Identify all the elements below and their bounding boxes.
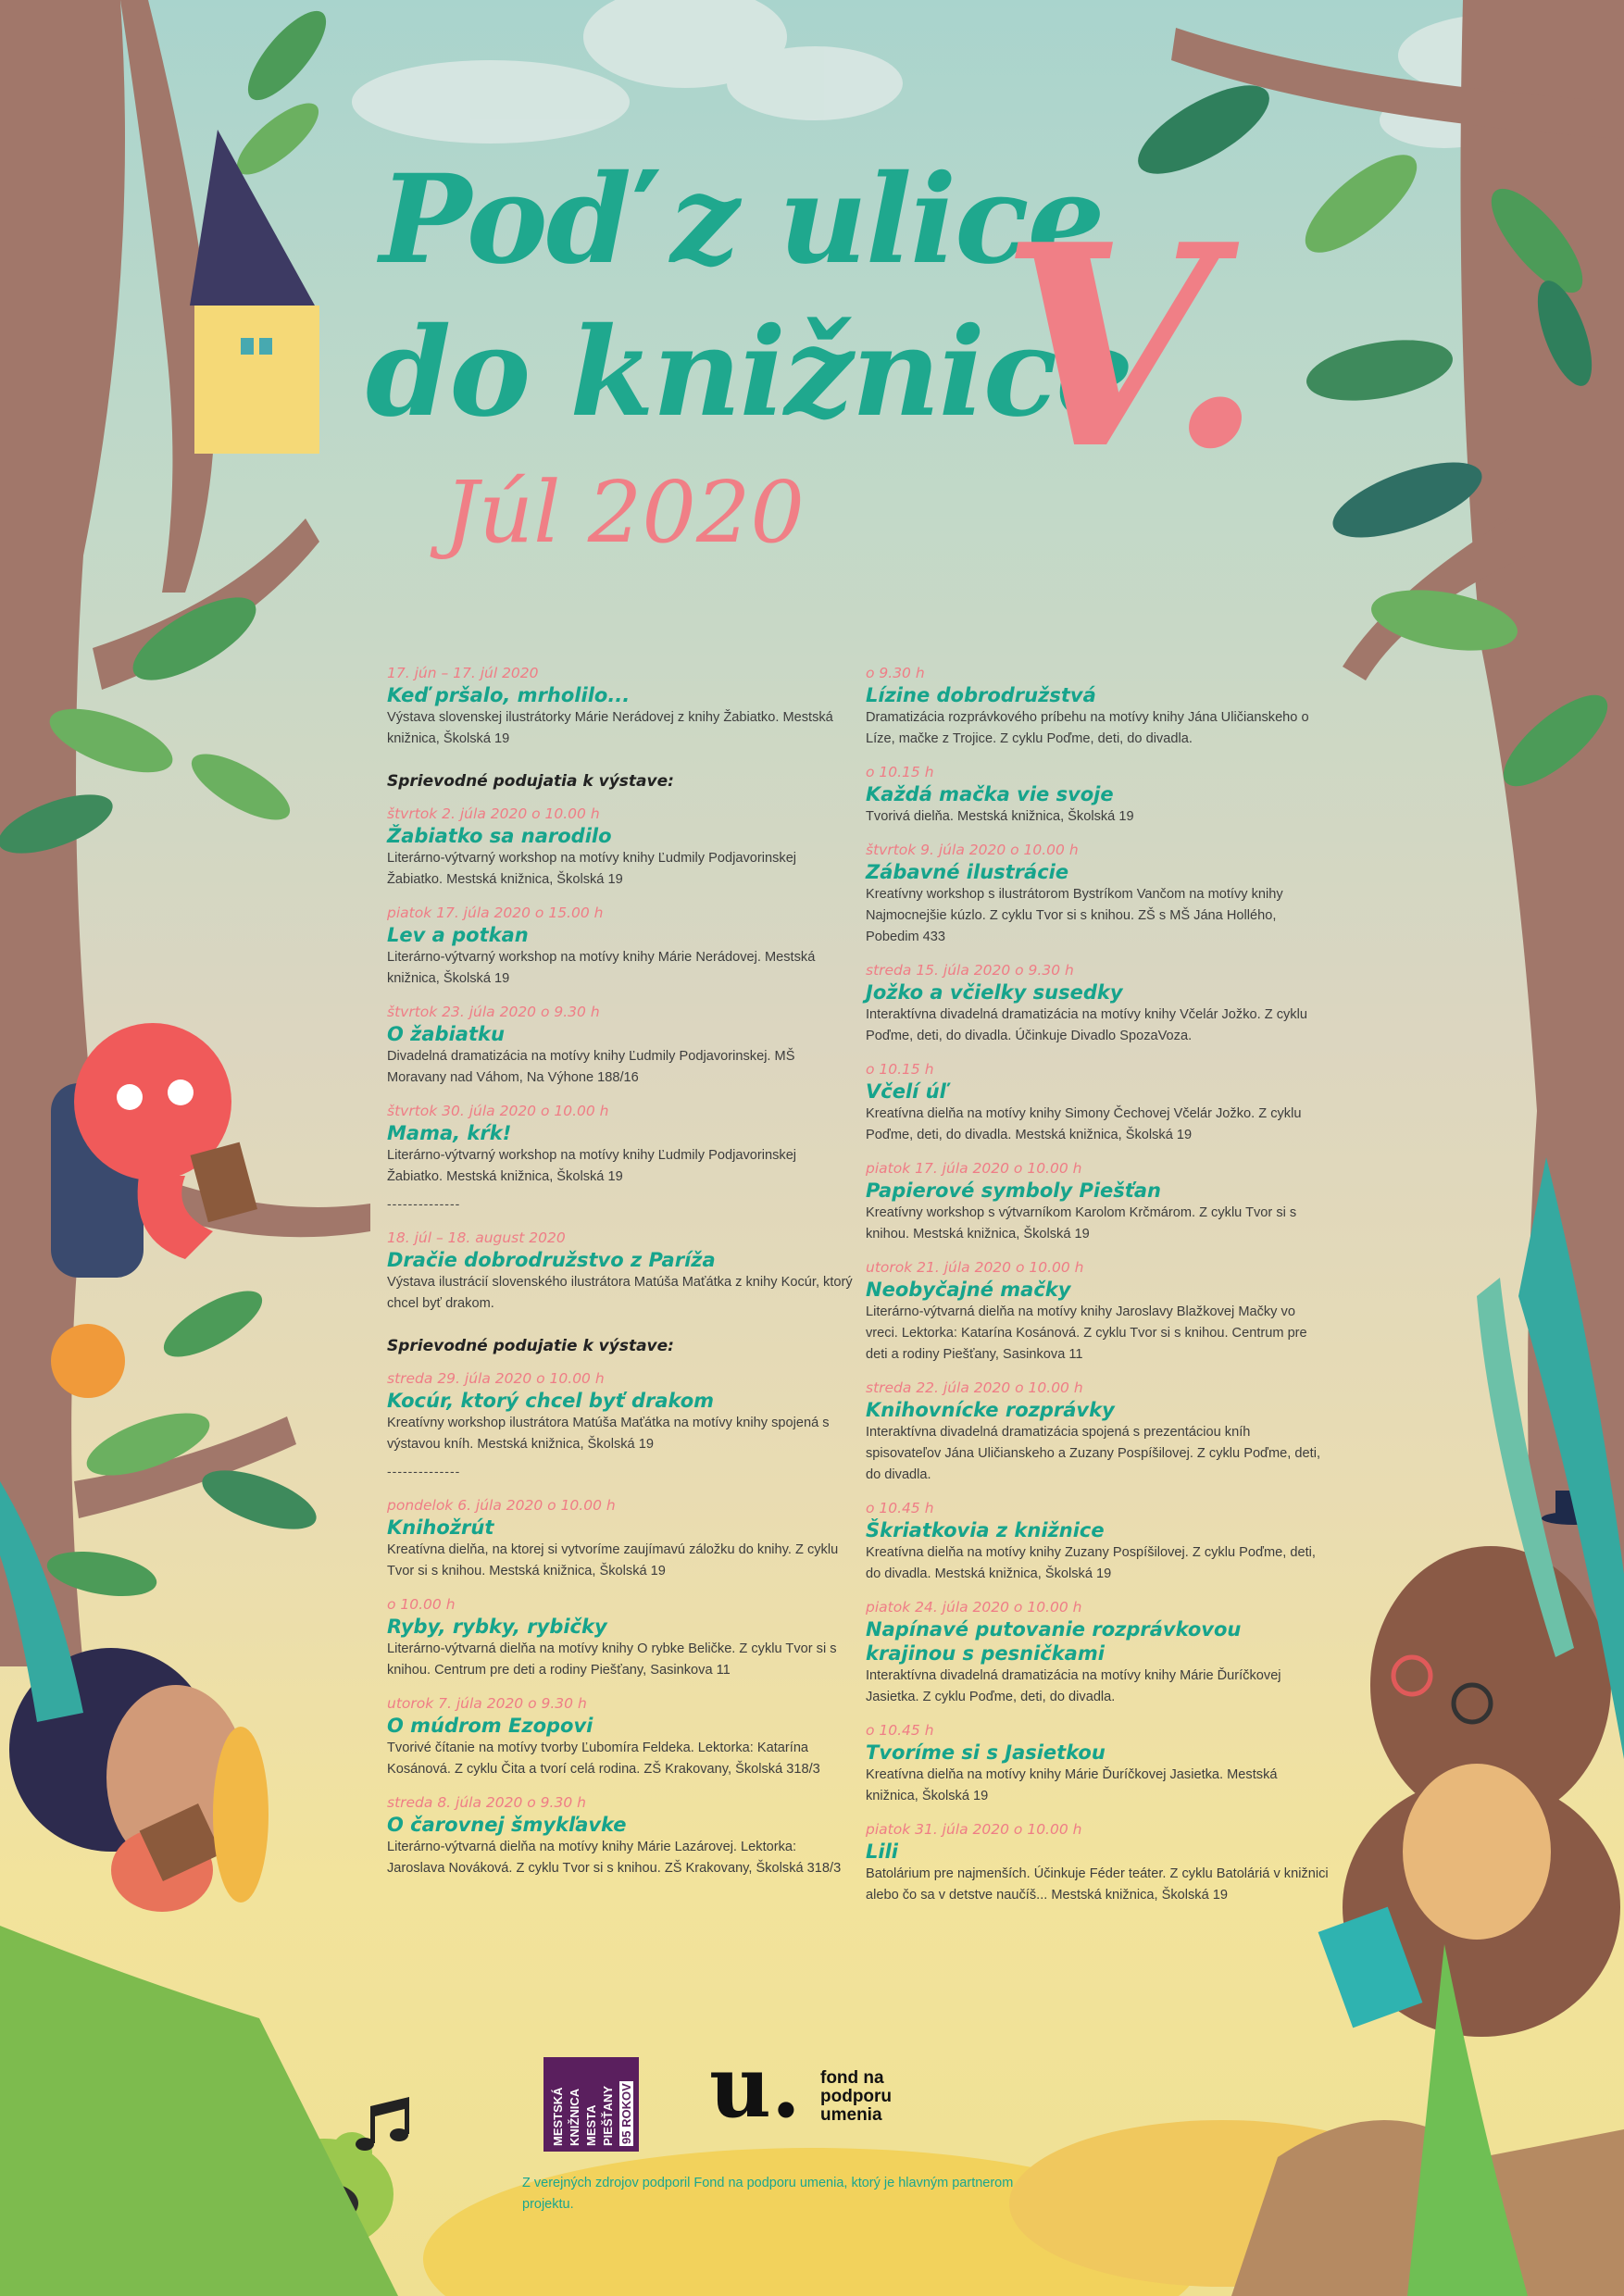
- title-line-1: Poď z ulice: [380, 148, 1104, 292]
- music-note-icon: [356, 2097, 409, 2151]
- event-date: utorok 21. júla 2020 o 10.00 h: [866, 1259, 1084, 1276]
- event-description: Literárno-výtvarný workshop na motívy knihy Ľudmily Podjavorinskej Žabiatko. Mestská knižnica, Školská 19: [387, 1148, 797, 1184]
- list-item: [866, 1720, 1329, 1807]
- event-description: Literárno-výtvarná dielňa na motívy knihy O rybke Beličke. Z cyklu Tvor si s knihou. Centrum pre deti a rodiny Piešťany, Sasinkova 11: [387, 1641, 837, 1678]
- event-description: Tvorivá dielňa. Mestská knižnica, Školská 19: [866, 809, 1134, 824]
- exhibition-2: [387, 1228, 855, 1315]
- program-right-column: [866, 663, 1329, 1918]
- event-description: Interaktívna divadelná dramatizácia na motívy knihy Včelár Jožko. Z cyklu Poďme, deti, do divadla. Účinkuje Divadlo SpozaVoza.: [866, 1007, 1307, 1043]
- event-title: Lili: [866, 1841, 898, 1863]
- library-logo-text: MESTA: [584, 2104, 598, 2146]
- fund-logo-text: fond na podporu umenia: [820, 2068, 893, 2125]
- event-date: štvrtok 2. júla 2020 o 10.00 h: [387, 805, 600, 822]
- event-title: Lízine dobrodružstvá: [866, 684, 1096, 706]
- event-description: Literárno-výtvarný workshop na motívy knihy Márie Nerádovej. Mestská knižnica, Školská 19: [387, 950, 816, 986]
- event-title: O čarovnej šmykľavke: [387, 1814, 627, 1836]
- list-item: [866, 762, 1329, 828]
- library-logo-anniversary: 95 ROKOV: [619, 2083, 633, 2144]
- event-date: 17. jún – 17. júl 2020: [387, 665, 539, 681]
- event-description: Literárno-výtvarný workshop na motívy knihy Ľudmily Podjavorinskej Žabiatko. Mestská knižnica, Školská 19: [387, 851, 797, 887]
- list-item: [387, 1693, 855, 1780]
- list-item: [866, 1597, 1329, 1708]
- library-logo: [543, 2057, 639, 2152]
- event-description: Literárno-výtvarná dielňa na motívy knihy Jaroslavy Blažkovej Mačky vo vreci. Lektorka: Katarína Kosánová. Z cyklu Tvor si s knihou. Centrum pre deti a rodiny Piešťany, Sasinkova 11: [866, 1304, 1307, 1362]
- event-title: Kocúr, ktorý chcel byť drakom: [387, 1390, 715, 1412]
- list-item: [387, 1792, 855, 1879]
- event-title: Jožko a včielky susedky: [866, 981, 1123, 1004]
- event-date: o 10.45 h: [866, 1722, 934, 1739]
- list-item: [866, 1378, 1329, 1486]
- event-date: štvrtok 30. júla 2020 o 10.00 h: [387, 1103, 609, 1119]
- event-date: štvrtok 9. júla 2020 o 10.00 h: [866, 842, 1079, 858]
- event-description: Literárno-výtvarná dielňa na motívy knihy Márie Lazárovej. Lektorka: Jaroslava Nováková. Z cyklu Tvor si s knihou. ZŠ Krakovany, Školská 318/3: [387, 1840, 842, 1876]
- event-title: Tvoríme si s Jasietkou: [866, 1741, 1106, 1764]
- section-heading: Sprievodné podujatie k výstave:: [387, 1337, 674, 1355]
- event-date: 18. júl – 18. august 2020: [387, 1229, 566, 1246]
- list-item: [866, 960, 1329, 1047]
- event-title: Včelí úľ: [866, 1080, 946, 1103]
- event-title: Škriatkovia z knižnice: [866, 1519, 1105, 1541]
- list-item: [866, 1158, 1329, 1245]
- event-description: Kreatívny workshop ilustrátora Matúša Maťátka na motívy knihy spojená s výstavou kníh. Mestská knižnica, Školská 19: [387, 1416, 830, 1452]
- month-label: Júl 2020: [444, 463, 805, 562]
- program-left-column: [387, 663, 855, 1891]
- separator: --------------: [387, 1464, 461, 1479]
- list-item: [387, 1101, 855, 1188]
- cloud-icon: [352, 0, 1602, 148]
- event-date: piatok 31. júla 2020 o 10.00 h: [866, 1821, 1082, 1838]
- list-item: [866, 1819, 1329, 1906]
- event-description: Dramatizácia rozprávkového príbehu na motívy knihy Jána Uličianskeho o Líze, mačke z Trojice. Z cyklu Poďme, deti, do divadla.: [866, 710, 1309, 746]
- event-date: streda 22. júla 2020 o 10.00 h: [866, 1379, 1083, 1396]
- event-title: Napínavé putovanie rozprávkovou krajinou s pesničkami: [866, 1618, 1242, 1665]
- list-item: [866, 663, 1329, 750]
- event-title: Papierové symboly Piešťan: [866, 1179, 1161, 1202]
- list-item: [866, 1059, 1329, 1146]
- event-description: Batolárium pre najmenších. Účinkuje Féder teáter. Z cyklu Batoláriá v knižnici alebo čo sa v detstve naučíš... Mestská knižnica, Školská 19: [866, 1866, 1329, 1903]
- event-description: Kreatívna dielňa na motívy knihy Simony Čechovej Včelár Jožko. Z cyklu Poďme, deti, do divadla. Mestská knižnica, Školská 19: [866, 1106, 1302, 1142]
- edition-numeral: V.: [1000, 183, 1264, 510]
- list-item: [866, 840, 1329, 948]
- event-title: Ryby, rybky, rybičky: [387, 1616, 607, 1638]
- event-title: Neobyčajné mačky: [866, 1279, 1071, 1301]
- squirrel-icon: [51, 1023, 257, 1398]
- list-item: [387, 804, 855, 891]
- credit-line: Z verejných zdrojov podporil Fond na podporu umenia, ktorý je hlavným partnerom projektu.: [522, 2176, 1014, 2212]
- event-date: o 10.15 h: [866, 1061, 934, 1078]
- event-title: Každá mačka vie svoje: [866, 783, 1114, 805]
- event-title: O žabiatku: [387, 1023, 505, 1045]
- list-item: [387, 903, 855, 990]
- event-description: Kreatívna dielňa, na ktorej si vytvoríme zaujímavú záložku do knihy. Z cyklu Tvor si s knihou. Mestská knižnica, Školská 19: [387, 1542, 839, 1578]
- event-date: streda 29. júla 2020 o 10.00 h: [387, 1370, 605, 1387]
- birdhouse-icon: [190, 130, 319, 454]
- event-date: o 10.00 h: [387, 1596, 456, 1613]
- event-date: piatok 17. júla 2020 o 10.00 h: [866, 1160, 1082, 1177]
- event-description: Tvorivé čítanie na motívy tvorby Ľubomíra Feldeka. Lektorka: Katarína Kosánová. Z cyklu Čita a tvorí celá rodina. ZŠ Krakovany, Školská 318/3: [387, 1741, 820, 1777]
- list-item: [387, 1495, 855, 1582]
- event-title: Zábavné ilustrácie: [866, 861, 1069, 883]
- event-description: Výstava slovenskej ilustrátorky Márie Nerádovej z knihy Žabiatko. Mestská knižnica, Školská 19: [387, 710, 833, 746]
- event-title: O múdrom Ezopovi: [387, 1715, 593, 1737]
- event-description: Interaktívna divadelná dramatizácia spojená s prezentáciou kníh spisovateľov Jána Uličianskeho a Zuzany Pospíšilovej. Z cyklu Poďme, deti, do divadla.: [866, 1425, 1320, 1482]
- event-date: o 10.45 h: [866, 1500, 934, 1516]
- list-item: [866, 1498, 1329, 1585]
- event-date: piatok 17. júla 2020 o 15.00 h: [387, 905, 604, 921]
- event-title: Mama, kŕk!: [387, 1122, 512, 1144]
- event-date: streda 8. júla 2020 o 9.30 h: [387, 1794, 586, 1811]
- event-date: piatok 24. júla 2020 o 10.00 h: [866, 1599, 1082, 1616]
- list-item: [387, 1594, 855, 1681]
- event-title: Knihovnícke rozprávky: [866, 1399, 1115, 1421]
- event-date: štvrtok 23. júla 2020 o 9.30 h: [387, 1004, 600, 1020]
- event-description: Kreatívny workshop s ilustrátorom Bystríkom Vančom na motívy knihy Najmocnejšie kúzlo. Z cyklu Tvor si s knihou. ZŠ s MŠ Jána Hollého, Pobedim 433: [866, 887, 1283, 944]
- separator: --------------: [387, 1196, 461, 1211]
- event-description: Výstava ilustrácií slovenského ilustrátora Matúša Maťátka z knihy Kocúr, ktorý chcel byť drakom.: [387, 1275, 853, 1311]
- section-heading: Sprievodné podujatia k výstave:: [387, 772, 674, 791]
- list-item: [387, 1368, 855, 1455]
- library-logo-text: MESTSKÁ: [551, 2087, 565, 2146]
- event-description: Kreatívna dielňa na motívy knihy Zuzany Pospíšilovej. Z cyklu Poďme, deti, do divadla. Mestská knižnica, Školská 19: [866, 1545, 1316, 1581]
- fund-logo-letter: u.: [709, 2037, 801, 2137]
- event-title: Keď pršalo, mrholilo...: [387, 684, 631, 706]
- title-line-2: do knižnice: [366, 301, 1132, 444]
- event-title: Žabiatko sa narodilo: [387, 825, 612, 847]
- event-description: Divadelná dramatizácia na motívy knihy Ľudmily Podjavorinskej. MŠ Moravany nad Váhom, Na Výhone 188/16: [387, 1049, 795, 1085]
- event-title: Lev a potkan: [387, 924, 529, 946]
- event-description: Interaktívna divadelná dramatizácia na motívy knihy Márie Ďuríčkovej Jasietka. Z cyklu Poďme, deti, do divadla.: [866, 1668, 1281, 1704]
- event-description: Kreatívny workshop s výtvarníkom Karolom Krčmárom. Z cyklu Tvor si s knihou. Mestská knižnica, Školská 19: [866, 1205, 1297, 1242]
- event-date: o 9.30 h: [866, 665, 925, 681]
- event-date: pondelok 6. júla 2020 o 10.00 h: [387, 1497, 616, 1514]
- event-title: Dračie dobrodružstvo z Paríža: [387, 1249, 716, 1271]
- event-date: utorok 7. júla 2020 o 9.30 h: [387, 1695, 587, 1712]
- list-item: [866, 1257, 1329, 1366]
- event-title: Knihožrút: [387, 1516, 494, 1539]
- library-logo-text: KNIŽNICA: [568, 2088, 581, 2146]
- event-date: streda 15. júla 2020 o 9.30 h: [866, 962, 1074, 979]
- event-description: Kreatívna dielňa na motívy knihy Márie Ďuríčkovej Jasietka. Mestská knižnica, Školská 19: [866, 1767, 1278, 1803]
- list-item: [387, 1002, 855, 1089]
- library-logo-text: PIEŠŤANY: [601, 2085, 615, 2146]
- event-date: o 10.15 h: [866, 764, 934, 780]
- exhibition-1: [387, 663, 855, 750]
